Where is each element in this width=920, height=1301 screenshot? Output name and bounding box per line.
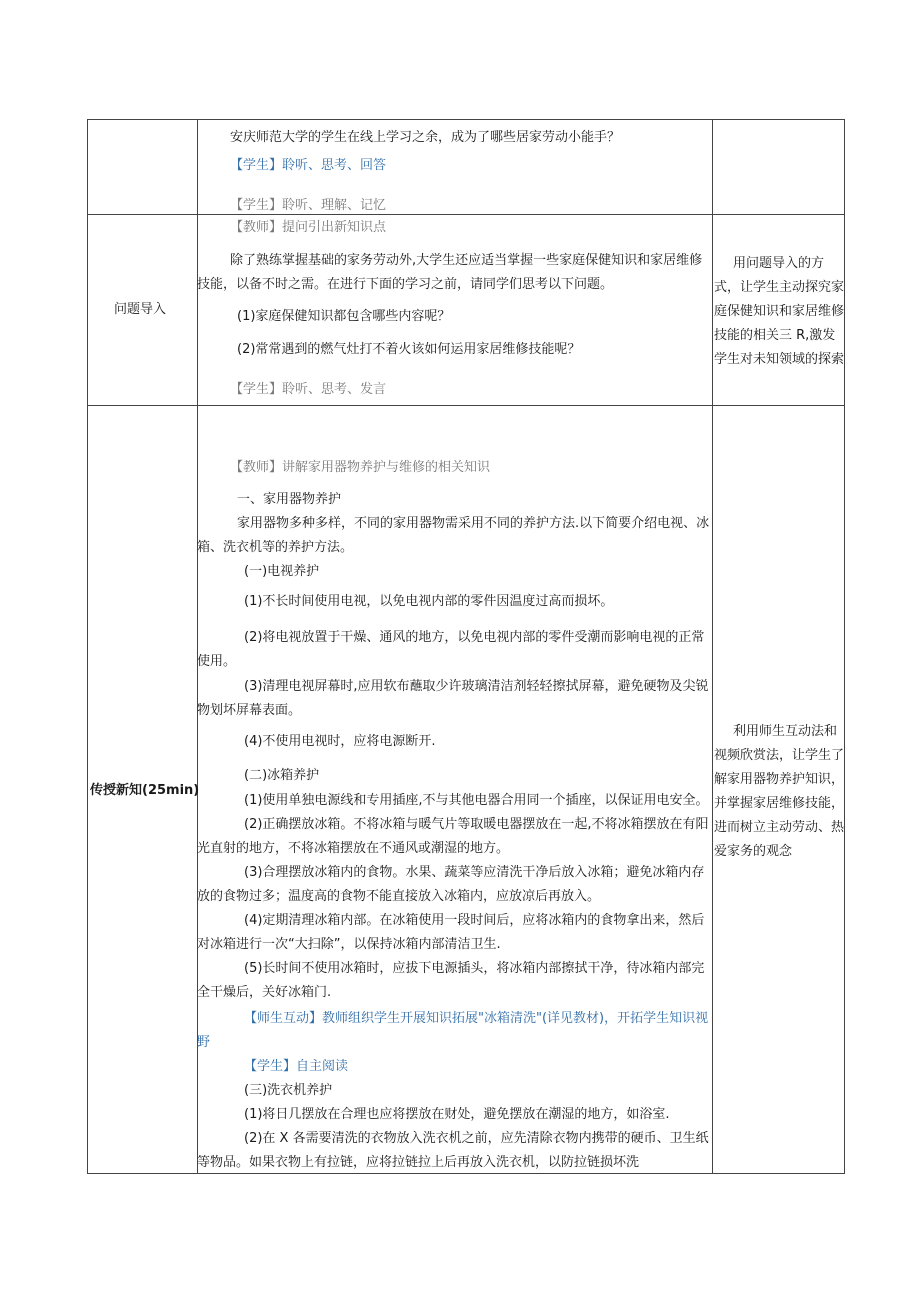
row3-tv-item1: (1)不长时间使用电视，以免电视内部的零件因温度过高而损坏。 xyxy=(244,594,614,609)
row3-tv-item4: (4)不使用电视时，应将电源断开. xyxy=(244,734,436,749)
row2-note-line1: 用问题导入的方 xyxy=(733,256,825,271)
row2-teacher-tag: 【教师】提问引出新知识点 xyxy=(230,220,387,235)
row3-fridge-item4-line1: (4)定期清理冰箱内部。在冰箱使用一段时间后，应将冰箱内的食物拿出来，然后 xyxy=(244,913,705,928)
row2-question2: (2)常常遇到的燃气灶打不着火该如何运用家居维修技能呢？ xyxy=(237,342,581,357)
row1-question: 安庆师范大学的学生在线上学习之余，成为了哪些居家劳动小能手？ xyxy=(230,130,621,145)
row3-tv-item2-line1: (2)将电视放置于干燥、通风的地方，以免电视内部的零件受潮而影响电视的正常 xyxy=(244,630,705,645)
row3-interaction-line2: 野 xyxy=(197,1035,211,1050)
row3-teacher-tag: 【教师】讲解家用器物养护与维修的相关知识 xyxy=(230,460,491,475)
row3-tv-item3-line1: (3)清理电视屏幕时,应用软布蘸取少许玻璃清洁剂轻轻擦拭屏幕，避免硬物及尖锐 xyxy=(244,679,709,694)
row3-fridge-item3-line2: 放的食物过多；温度高的食物不能直接放入冰箱内，应放凉后再放入。 xyxy=(197,889,601,904)
row2-note-line4: 技能的相关三 R,激发 xyxy=(714,328,836,343)
row3-washer-item2-line2: 等物品。如果衣物上有拉链，应将拉链拉上后再放入洗衣机，以防拉链损坏洗 xyxy=(197,1155,640,1170)
row3-tv-item3-line2: 物划坏屏幕表面。 xyxy=(197,703,302,718)
row3-note-line2: 视频欣赏法，让学生了 xyxy=(714,748,845,763)
row3-note-line3: 解家用器物养护知识， xyxy=(714,772,845,787)
row3-intro-line1: 家用器物多种多样，不同的家用器物需采用不同的养护方法.以下简要介绍电视、冰 xyxy=(237,516,710,531)
row2-student-tag: 【学生】聆听、思考、发言 xyxy=(230,382,387,397)
row3-note-line5: 进而树立主动劳动、热 xyxy=(714,820,845,835)
row2-note-line5: 学生对未知领域的探索 xyxy=(714,352,845,367)
row3-washer-heading: (三)洗衣机养护 xyxy=(244,1083,333,1098)
row1-student-answer: 【学生】聆听、思考、回答 xyxy=(230,158,387,173)
row3-washer-item2-line1: (2)在 X 各需要清洗的衣物放入洗衣机之前，应先清除衣物内携带的硬币、卫生纸 xyxy=(244,1131,709,1146)
row3-tv-heading: (一)电视养护 xyxy=(244,564,320,579)
row3-intro-line2: 箱、洗衣机等的养护方法。 xyxy=(197,540,354,555)
row-divider-1 xyxy=(88,214,844,215)
row3-fridge-heading: (二)冰箱养护 xyxy=(244,768,320,783)
row3-note-line4: 并掌握家居维修技能， xyxy=(714,796,845,811)
row3-fridge-item5-line1: (5)长时间不使用冰箱时，应拔下电源插头，将冰箱内部擦拭干净，待冰箱内部完 xyxy=(244,961,705,976)
row3-fridge-item3-line1: (3)合理摆放冰箱内的食物。水果、蔬菜等应清洗干净后放入冰箱；避免冰箱内存 xyxy=(244,865,705,880)
row3-note-line6: 爱家务的观念 xyxy=(714,844,793,859)
row3-fridge-item5-line2: 全干燥后，关好冰箱门. xyxy=(197,985,332,1000)
row3-section-title: 一、家用器物养护 xyxy=(237,492,342,507)
row3-fridge-item2-line1: (2)正确摆放冰箱。不将冰箱与暖气片等取暖电器摆放在一起,不将冰箱摆放在有阳 xyxy=(244,817,709,832)
row3-student-tag: 【学生】自主阅读 xyxy=(244,1059,349,1074)
row3-interaction-line1: 【师生互动】教师组织学生开展知识拓展"冰箱清洗"(详见教材)，开拓学生知识视 xyxy=(244,1011,709,1026)
row3-tv-item2-line2: 使用。 xyxy=(197,654,237,669)
row3-fridge-item4-line2: 对冰箱进行一次“大扫除”，以保持冰箱内部清洁卫生. xyxy=(197,937,501,952)
row3-fridge-item2-line2: 光直射的地方，不将冰箱摆放在不通风或潮湿的地方。 xyxy=(197,841,510,856)
row2-paragraph-line2: 技能，以备不时之需。在进行下面的学习之前，请同学们思考以下问题。 xyxy=(197,277,614,292)
row2-paragraph-line1: 除了熟练掌握基础的家务劳动外,大学生还应适当掌握一些家庭保健知识和家居维修 xyxy=(230,253,703,268)
row2-note-line3: 庭保健知识和家居维修 xyxy=(714,304,845,319)
row1-student-listen: 【学生】聆听、理解、记忆 xyxy=(230,198,387,213)
row2-note-line2: 式，让学生主动探究家 xyxy=(714,280,845,295)
row3-washer-item1: (1)将日几摆放在合理也应将摆放在财处，避免摆放在潮湿的地方，如浴室. xyxy=(244,1107,670,1122)
row3-fridge-item1: (1)使用单独电源线和专用插座,不与其他电器合用同一个插座，以保证用电安全。 xyxy=(244,793,709,808)
row2-question1: (1)家庭保健知识都包含哪些内容呢？ xyxy=(237,309,451,324)
row-divider-2 xyxy=(88,405,844,406)
row2-stage-label: 问题导入 xyxy=(114,302,167,317)
row3-note-line1: 利用师生互动法和 xyxy=(733,724,838,739)
column-divider-2 xyxy=(712,120,713,1173)
row3-stage-label: 传授新知(25min) xyxy=(90,783,200,798)
